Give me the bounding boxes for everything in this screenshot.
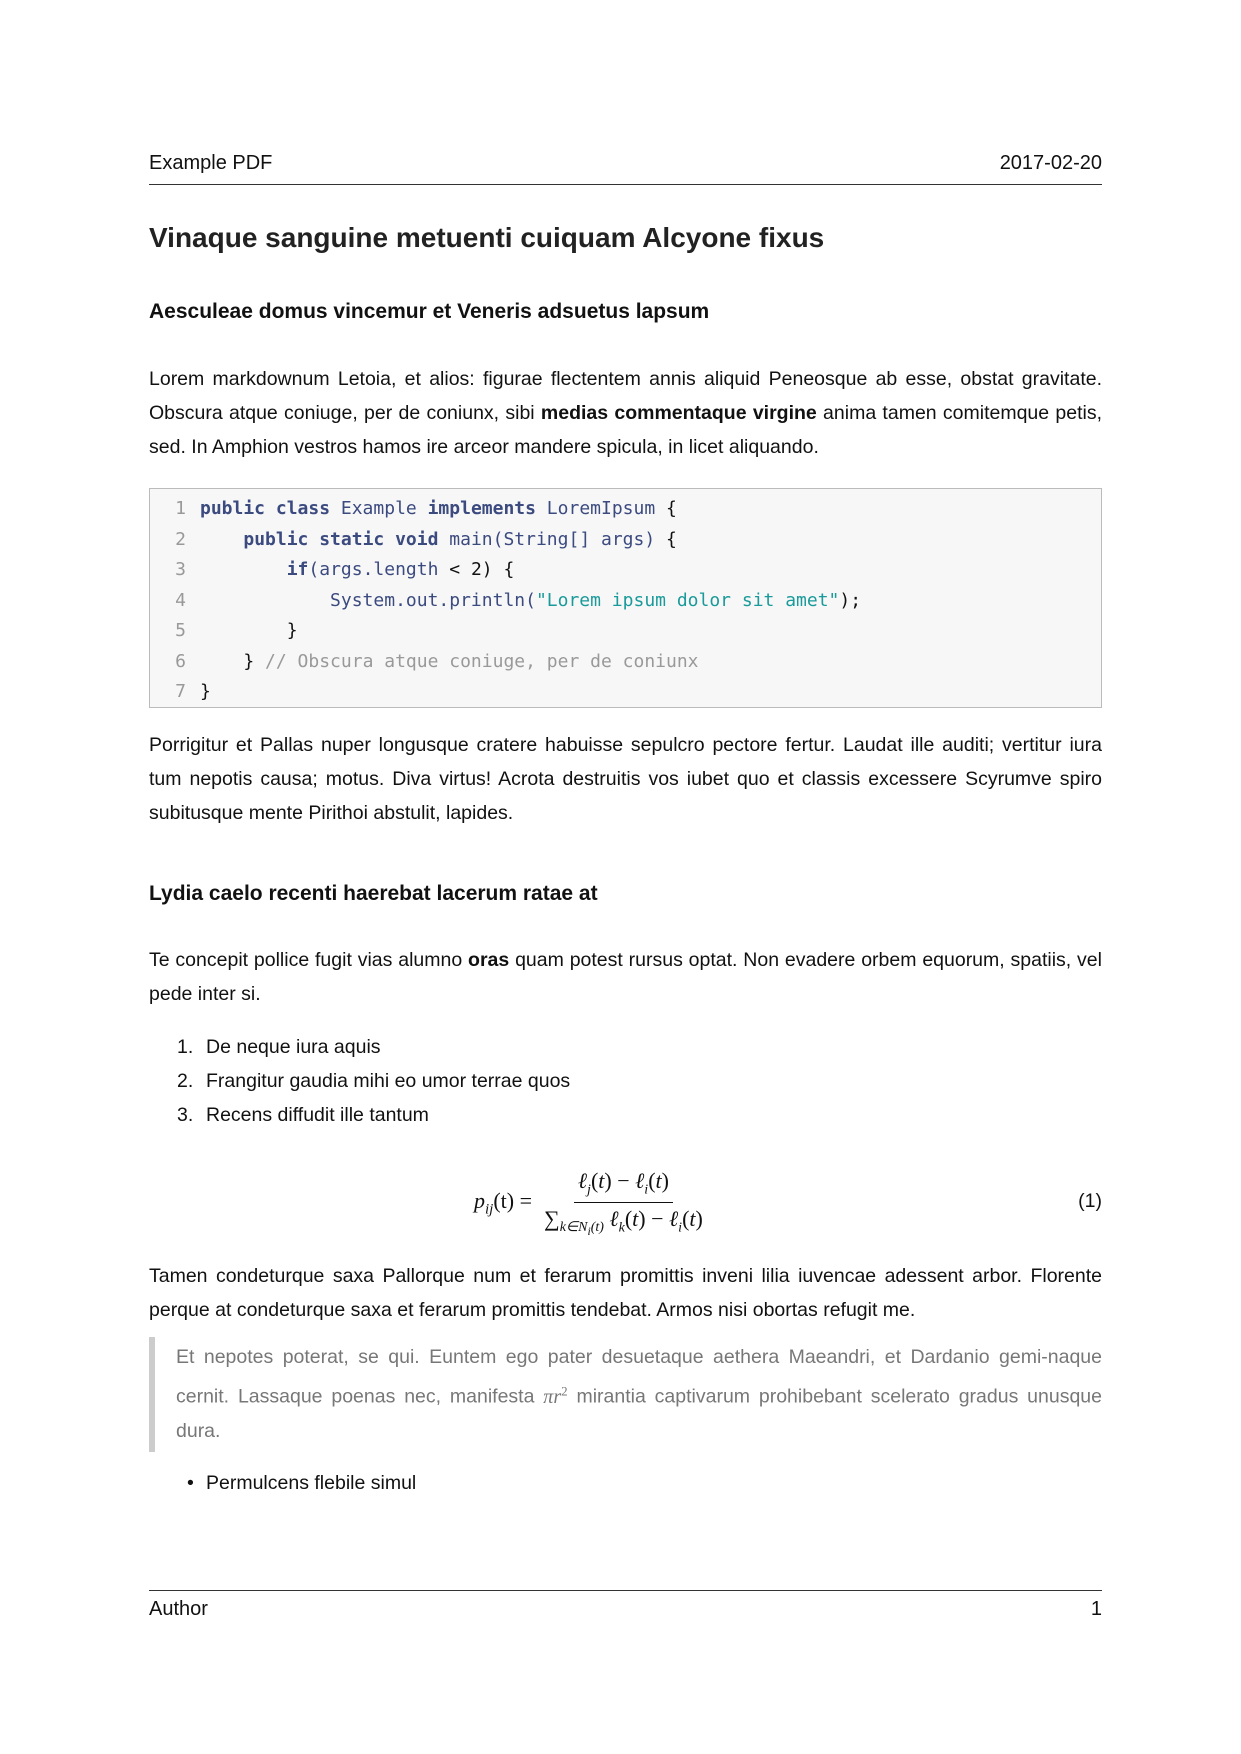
list-item: 2. Frangitur gaudia mihi eo umor terrae quos [177,1070,571,1092]
paragraph: Porrigitur et Pallas nuper longusque cratere habuisse sepulcro pectore fertur. Laudat ille auditi; vertitur iura tum nepotis causa; motus. Diva virtus! Acrota destruitis vos iubet quo et classis excessere Scyrumve spiro subitusque mente Pirithoi abstulit, lapides. [149,734,1102,824]
paragraph: Tamen condeturque saxa Pallorque num et ferarum promittis inveni lilia iuvencae adessent arbor. Florente perque at condeturque saxa et ferarum promittis tendebat. Armos nisi obortas refugit me. [149,1265,1102,1321]
paragraph: Lorem markdownum Letoia, et alios: figurae flectentem annis aliquid Peneosque ab esse, obstat gravitate. Obscura atque coniuge, per de coniunx, sibi medias commentaque virgine anima tamen comitemque petis, sed. In Amphion vestros hamos ire arceor mandere spicula, in licet aliquando. [149,368,1102,458]
numbered-list [149,1030,1102,1132]
code-line: 4 System.out.println( "Lorem ipsum dolor sit amet" ); [175,589,862,611]
page-header [149,152,1102,175]
header-rule [149,184,1102,185]
equation-number: (1) [1078,1190,1102,1212]
equation: $p_{ij}(t)$ = $\frac{\ell_j(t) - \ell_i(t)}{\sum_{k\in N_i(t)} \ell_k(t) - \ell_i(t)}$ (1) [474,1168,1102,1238]
code-line: 1 public class Example implements LoremIpsum { [175,498,677,519]
blockquote: Et nepotes poterat, se qui. Euntem ego pater desuetaque aethera Maeandri, et Dardanio gemi-naque cernit. Lassaque poenas nec, manifesta $\pi r^2$ mirantia captivarum prohibebant scelerato gradus unusque dura. [149,1337,1102,1452]
footer-author: Author [149,1598,208,1620]
header-date: 2017-02-20 [999,152,1102,174]
code-line: 5 } [175,620,298,641]
section-heading: Aesculeae domus vincemur et Veneris adsuetus lapsum [149,300,710,323]
list-item: 3. Recens diffudit ille tantum [177,1104,429,1126]
code-line: 7 } [175,681,211,702]
list-item: 1. De neque iura aquis [177,1036,381,1058]
code-block [149,488,1102,708]
section-heading: Lydia caelo recenti haerebat lacerum ratae at [149,882,598,905]
bullet-list [149,1466,1102,1500]
header-title: Example PDF [149,152,273,174]
page-number: 1 [1090,1598,1102,1620]
code-line: 6 } // Obscura atque coniuge, per de coniunx [175,650,699,672]
document-title: Vinaque sanguine metuenti cuiquam Alcyone fixus [149,222,825,253]
page-footer [149,1598,1102,1621]
footer-rule [149,1590,1102,1591]
paragraph: Te concepit pollice fugit vias alumno oras quam potest rursus optat. Non evadere orbem equorum, spatiis, vel pede inter si. [149,949,1102,1005]
list-item: • Permulcens flebile simul [187,1472,417,1494]
code-line: 2 public static void main(String[] args) { [175,528,677,550]
code-line: 3 if (args.length < 2) { [175,559,515,580]
